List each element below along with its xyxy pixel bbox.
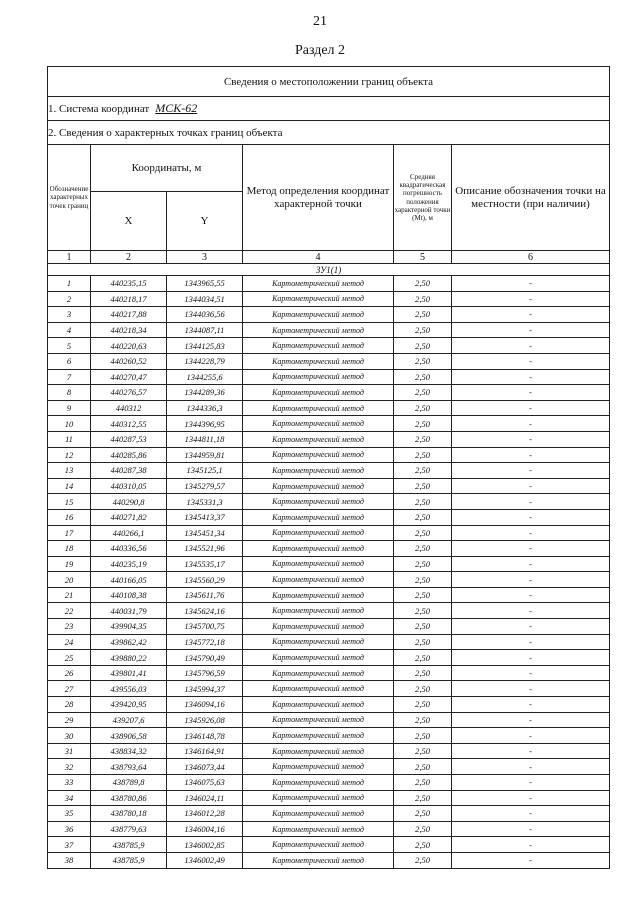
y-coord-cell: 1344336,3 — [167, 400, 243, 416]
error-cell: 2,50 — [394, 338, 452, 354]
description-cell: - — [452, 712, 610, 728]
y-coord-cell: 1345700,75 — [167, 619, 243, 635]
x-coord-cell: 440166,05 — [91, 572, 167, 588]
method-cell: Картометрический метод — [243, 587, 394, 603]
method-cell: Картометрический метод — [243, 291, 394, 307]
point-id-cell: 26 — [48, 665, 91, 681]
error-cell: 2,50 — [394, 712, 452, 728]
y-coord-cell: 1344034,51 — [167, 291, 243, 307]
error-cell: 2,50 — [394, 603, 452, 619]
method-cell: Картометрический метод — [243, 494, 394, 510]
description-cell: - — [452, 353, 610, 369]
error-cell: 2,50 — [394, 494, 452, 510]
y-coord-cell: 1345125,1 — [167, 463, 243, 479]
table-row — [48, 806, 610, 822]
y-coord-cell: 1344228,79 — [167, 353, 243, 369]
description-cell: - — [452, 556, 610, 572]
x-coord-cell: 440220,63 — [91, 338, 167, 354]
description-cell: - — [452, 728, 610, 744]
method-cell: Картометрический метод — [243, 369, 394, 385]
y-coord-cell: 1344289,36 — [167, 385, 243, 401]
point-id-cell: 14 — [48, 478, 91, 494]
method-cell: Картометрический метод — [243, 697, 394, 713]
point-id-cell: 2 — [48, 291, 91, 307]
col-number: 6 — [452, 251, 610, 264]
method-cell: Картометрический метод — [243, 525, 394, 541]
y-coord-cell: 1346002,49 — [167, 852, 243, 868]
x-coord-cell: 440310,05 — [91, 478, 167, 494]
point-id-cell: 25 — [48, 650, 91, 666]
method-cell: Картометрический метод — [243, 650, 394, 666]
point-id-cell: 6 — [48, 353, 91, 369]
y-coord-cell: 1345413,37 — [167, 509, 243, 525]
description-cell: - — [452, 525, 610, 541]
method-cell: Картометрический метод — [243, 775, 394, 791]
description-cell: - — [452, 572, 610, 588]
table-row — [48, 572, 610, 588]
description-cell: - — [452, 587, 610, 603]
method-cell: Картометрический метод — [243, 385, 394, 401]
description-cell: - — [452, 634, 610, 650]
error-cell: 2,50 — [394, 322, 452, 338]
description-cell: - — [452, 494, 610, 510]
x-coord-cell: 438785,9 — [91, 837, 167, 853]
method-cell: Картометрический метод — [243, 463, 394, 479]
x-coord-cell: 440266,1 — [91, 525, 167, 541]
header-y: Y — [167, 192, 243, 251]
header-error: Средняя квадратическая погрешность положения характерной точки (Мt), м — [394, 145, 452, 251]
coord-system-row — [48, 97, 610, 121]
point-id-cell: 28 — [48, 697, 91, 713]
error-cell: 2,50 — [394, 852, 452, 868]
description-cell: - — [452, 322, 610, 338]
x-coord-cell: 440336,56 — [91, 541, 167, 557]
method-cell: Картометрический метод — [243, 322, 394, 338]
table-row — [48, 478, 610, 494]
x-coord-cell: 438780,86 — [91, 790, 167, 806]
table-row — [48, 353, 610, 369]
point-id-cell: 16 — [48, 509, 91, 525]
table-row — [48, 837, 610, 853]
method-cell: Картометрический метод — [243, 400, 394, 416]
error-cell: 2,50 — [394, 400, 452, 416]
description-cell: - — [452, 697, 610, 713]
y-coord-cell: 1346073,44 — [167, 759, 243, 775]
x-coord-cell: 440312 — [91, 400, 167, 416]
boundary-table — [47, 66, 610, 869]
y-coord-cell: 1344125,83 — [167, 338, 243, 354]
x-coord-cell: 439207,6 — [91, 712, 167, 728]
method-cell: Картометрический метод — [243, 806, 394, 822]
x-coord-cell: 440260,52 — [91, 353, 167, 369]
table-row — [48, 650, 610, 666]
x-coord-cell: 438785,9 — [91, 852, 167, 868]
y-coord-cell: 1344087,11 — [167, 322, 243, 338]
table-row — [48, 463, 610, 479]
description-cell: - — [452, 852, 610, 868]
y-coord-cell: 1345772,18 — [167, 634, 243, 650]
table-row — [48, 416, 610, 432]
point-id-cell: 36 — [48, 821, 91, 837]
description-cell: - — [452, 463, 610, 479]
method-cell: Картометрический метод — [243, 572, 394, 588]
x-coord-cell: 438906,58 — [91, 728, 167, 744]
table-title: Сведения о местоположении границ объекта — [48, 67, 610, 97]
point-id-cell: 20 — [48, 572, 91, 588]
description-cell: - — [452, 369, 610, 385]
point-id-cell: 34 — [48, 790, 91, 806]
description-cell: - — [452, 759, 610, 775]
point-id-cell: 22 — [48, 603, 91, 619]
point-id-cell: 33 — [48, 775, 91, 791]
table-row — [48, 525, 610, 541]
description-cell: - — [452, 338, 610, 354]
page-number: 21 — [313, 14, 327, 29]
description-cell: - — [452, 650, 610, 666]
header-point-id: Обозначение характерных точек границ — [48, 145, 91, 251]
method-cell: Картометрический метод — [243, 681, 394, 697]
table-row — [48, 728, 610, 744]
x-coord-cell: 439556,03 — [91, 681, 167, 697]
table-row — [48, 587, 610, 603]
y-coord-cell: 1346075,63 — [167, 775, 243, 791]
point-id-cell: 13 — [48, 463, 91, 479]
error-cell: 2,50 — [394, 385, 452, 401]
y-coord-cell: 1345926,08 — [167, 712, 243, 728]
description-cell: - — [452, 775, 610, 791]
error-cell: 2,50 — [394, 291, 452, 307]
table-row — [48, 697, 610, 713]
table-row — [48, 385, 610, 401]
y-coord-cell: 1346012,28 — [167, 806, 243, 822]
description-cell: - — [452, 837, 610, 853]
x-coord-cell: 440217,88 — [91, 307, 167, 323]
x-coord-cell: 440271,82 — [91, 509, 167, 525]
col-number: 4 — [243, 251, 394, 264]
point-id-cell: 31 — [48, 743, 91, 759]
error-cell: 2,50 — [394, 619, 452, 635]
point-id-cell: 19 — [48, 556, 91, 572]
table-row — [48, 790, 610, 806]
y-coord-cell: 1345560,29 — [167, 572, 243, 588]
header-description: Описание обозначения точки на местности (при наличии) — [452, 145, 610, 251]
point-id-cell: 32 — [48, 759, 91, 775]
error-cell: 2,50 — [394, 697, 452, 713]
x-coord-cell: 438780,18 — [91, 806, 167, 822]
table-row — [48, 541, 610, 557]
error-cell: 2,50 — [394, 276, 452, 292]
description-cell: - — [452, 806, 610, 822]
header-x: X — [91, 192, 167, 251]
method-cell: Картометрический метод — [243, 728, 394, 744]
parcel-subheader: ЗУ1(1) — [48, 264, 610, 276]
y-coord-cell: 1344959,81 — [167, 447, 243, 463]
description-cell: - — [452, 416, 610, 432]
error-cell: 2,50 — [394, 353, 452, 369]
point-id-cell: 17 — [48, 525, 91, 541]
x-coord-cell: 439801,41 — [91, 665, 167, 681]
method-cell: Картометрический метод — [243, 541, 394, 557]
error-cell: 2,50 — [394, 478, 452, 494]
coord-system-label: 1. Система координат — [48, 103, 150, 115]
point-id-cell: 3 — [48, 307, 91, 323]
y-coord-cell: 1346024,11 — [167, 790, 243, 806]
y-coord-cell: 1346148,78 — [167, 728, 243, 744]
x-coord-cell: 439904,35 — [91, 619, 167, 635]
point-id-cell: 11 — [48, 431, 91, 447]
point-id-cell: 5 — [48, 338, 91, 354]
error-cell: 2,50 — [394, 665, 452, 681]
x-coord-cell: 440235,15 — [91, 276, 167, 292]
y-coord-cell: 1345611,76 — [167, 587, 243, 603]
method-cell: Картометрический метод — [243, 509, 394, 525]
description-cell: - — [452, 400, 610, 416]
x-coord-cell: 438779,63 — [91, 821, 167, 837]
y-coord-cell: 1344255,6 — [167, 369, 243, 385]
error-cell: 2,50 — [394, 650, 452, 666]
method-cell: Картометрический метод — [243, 478, 394, 494]
error-cell: 2,50 — [394, 790, 452, 806]
x-coord-cell: 440235,19 — [91, 556, 167, 572]
error-cell: 2,50 — [394, 743, 452, 759]
y-coord-cell: 1344396,95 — [167, 416, 243, 432]
col-number: 2 — [91, 251, 167, 264]
table-row — [48, 338, 610, 354]
y-coord-cell: 1345451,34 — [167, 525, 243, 541]
header-method: Метод определения координат характерной точки — [243, 145, 394, 251]
table-row — [48, 307, 610, 323]
error-cell: 2,50 — [394, 431, 452, 447]
point-id-cell: 12 — [48, 447, 91, 463]
error-cell: 2,50 — [394, 525, 452, 541]
description-cell: - — [452, 665, 610, 681]
y-coord-cell: 1344811,18 — [167, 431, 243, 447]
coord-system-value: МСК-62 — [155, 101, 198, 115]
error-cell: 2,50 — [394, 634, 452, 650]
table-row — [48, 681, 610, 697]
method-cell: Картометрический метод — [243, 619, 394, 635]
table-row — [48, 556, 610, 572]
method-cell: Картометрический метод — [243, 790, 394, 806]
error-cell: 2,50 — [394, 447, 452, 463]
x-coord-cell: 440287,38 — [91, 463, 167, 479]
table-row — [48, 400, 610, 416]
error-cell: 2,50 — [394, 369, 452, 385]
x-coord-cell: 440270,47 — [91, 369, 167, 385]
method-cell: Картометрический метод — [243, 634, 394, 650]
point-id-cell: 37 — [48, 837, 91, 853]
point-id-cell: 10 — [48, 416, 91, 432]
y-coord-cell: 1344036,56 — [167, 307, 243, 323]
table-row — [48, 603, 610, 619]
method-cell: Картометрический метод — [243, 276, 394, 292]
y-coord-cell: 1345535,17 — [167, 556, 243, 572]
error-cell: 2,50 — [394, 728, 452, 744]
table-row — [48, 291, 610, 307]
x-coord-cell: 439420,95 — [91, 697, 167, 713]
point-id-cell: 4 — [48, 322, 91, 338]
table-row — [48, 494, 610, 510]
error-cell: 2,50 — [394, 416, 452, 432]
error-cell: 2,50 — [394, 587, 452, 603]
table-row — [48, 743, 610, 759]
description-cell: - — [452, 478, 610, 494]
method-cell: Картометрический метод — [243, 852, 394, 868]
point-id-cell: 38 — [48, 852, 91, 868]
table-row — [48, 369, 610, 385]
method-cell: Картометрический метод — [243, 353, 394, 369]
y-coord-cell: 1345331,3 — [167, 494, 243, 510]
method-cell: Картометрический метод — [243, 416, 394, 432]
point-id-cell: 7 — [48, 369, 91, 385]
y-coord-cell: 1346002,85 — [167, 837, 243, 853]
error-cell: 2,50 — [394, 509, 452, 525]
method-cell: Картометрический метод — [243, 759, 394, 775]
table-row — [48, 852, 610, 868]
table-row — [48, 276, 610, 292]
point-id-cell: 24 — [48, 634, 91, 650]
method-cell: Картометрический метод — [243, 712, 394, 728]
x-coord-cell: 440312,55 — [91, 416, 167, 432]
y-coord-cell: 1345790,49 — [167, 650, 243, 666]
description-cell: - — [452, 385, 610, 401]
x-coord-cell: 440290,8 — [91, 494, 167, 510]
col-number: 5 — [394, 251, 452, 264]
table-row — [48, 634, 610, 650]
x-coord-cell: 438793,64 — [91, 759, 167, 775]
table-row — [48, 431, 610, 447]
point-id-cell: 29 — [48, 712, 91, 728]
table-row — [48, 821, 610, 837]
table-row — [48, 759, 610, 775]
y-coord-cell: 1343965,55 — [167, 276, 243, 292]
method-cell: Картометрический метод — [243, 307, 394, 323]
description-cell: - — [452, 276, 610, 292]
description-cell: - — [452, 307, 610, 323]
point-id-cell: 9 — [48, 400, 91, 416]
error-cell: 2,50 — [394, 821, 452, 837]
x-coord-cell: 440031,79 — [91, 603, 167, 619]
y-coord-cell: 1346004,16 — [167, 821, 243, 837]
point-id-cell: 15 — [48, 494, 91, 510]
point-id-cell: 27 — [48, 681, 91, 697]
description-cell: - — [452, 431, 610, 447]
x-coord-cell: 440218,17 — [91, 291, 167, 307]
x-coord-cell: 439862,42 — [91, 634, 167, 650]
error-cell: 2,50 — [394, 572, 452, 588]
x-coord-cell: 438789,8 — [91, 775, 167, 791]
description-cell: - — [452, 743, 610, 759]
table-row — [48, 712, 610, 728]
x-coord-cell: 440287,53 — [91, 431, 167, 447]
points-section-label: 2. Сведения о характерных точках границ объекта — [48, 121, 610, 145]
error-cell: 2,50 — [394, 556, 452, 572]
x-coord-cell: 439880,22 — [91, 650, 167, 666]
section-title: Раздел 2 — [294, 43, 346, 58]
point-id-cell: 18 — [48, 541, 91, 557]
header-coordinates: Координаты, м — [91, 145, 243, 192]
error-cell: 2,50 — [394, 307, 452, 323]
y-coord-cell: 1345796,59 — [167, 665, 243, 681]
y-coord-cell: 1345279,57 — [167, 478, 243, 494]
x-coord-cell: 438834,32 — [91, 743, 167, 759]
method-cell: Картометрический метод — [243, 837, 394, 853]
error-cell: 2,50 — [394, 837, 452, 853]
point-id-cell: 35 — [48, 806, 91, 822]
error-cell: 2,50 — [394, 463, 452, 479]
description-cell: - — [452, 603, 610, 619]
error-cell: 2,50 — [394, 806, 452, 822]
description-cell: - — [452, 619, 610, 635]
table-row — [48, 775, 610, 791]
y-coord-cell: 1346164,91 — [167, 743, 243, 759]
description-cell: - — [452, 821, 610, 837]
table-row — [48, 322, 610, 338]
point-id-cell: 23 — [48, 619, 91, 635]
description-cell: - — [452, 681, 610, 697]
point-id-cell: 30 — [48, 728, 91, 744]
y-coord-cell: 1345521,96 — [167, 541, 243, 557]
y-coord-cell: 1345624,16 — [167, 603, 243, 619]
point-id-cell: 21 — [48, 587, 91, 603]
x-coord-cell: 440218,34 — [91, 322, 167, 338]
error-cell: 2,50 — [394, 775, 452, 791]
error-cell: 2,50 — [394, 681, 452, 697]
description-cell: - — [452, 790, 610, 806]
x-coord-cell: 440285,86 — [91, 447, 167, 463]
table-row — [48, 447, 610, 463]
x-coord-cell: 440276,57 — [91, 385, 167, 401]
x-coord-cell: 440108,38 — [91, 587, 167, 603]
description-cell: - — [452, 541, 610, 557]
method-cell: Картометрический метод — [243, 603, 394, 619]
error-cell: 2,50 — [394, 541, 452, 557]
description-cell: - — [452, 291, 610, 307]
description-cell: - — [452, 509, 610, 525]
method-cell: Картометрический метод — [243, 556, 394, 572]
point-id-cell: 1 — [48, 276, 91, 292]
y-coord-cell: 1345994,37 — [167, 681, 243, 697]
method-cell: Картометрический метод — [243, 431, 394, 447]
table-row — [48, 619, 610, 635]
point-id-cell: 8 — [48, 385, 91, 401]
method-cell: Картометрический метод — [243, 447, 394, 463]
col-number: 3 — [167, 251, 243, 264]
description-cell: - — [452, 447, 610, 463]
col-number: 1 — [48, 251, 91, 264]
table-row — [48, 665, 610, 681]
method-cell: Картометрический метод — [243, 821, 394, 837]
error-cell: 2,50 — [394, 759, 452, 775]
table-row — [48, 509, 610, 525]
method-cell: Картометрический метод — [243, 338, 394, 354]
method-cell: Картометрический метод — [243, 665, 394, 681]
y-coord-cell: 1346094,16 — [167, 697, 243, 713]
method-cell: Картометрический метод — [243, 743, 394, 759]
